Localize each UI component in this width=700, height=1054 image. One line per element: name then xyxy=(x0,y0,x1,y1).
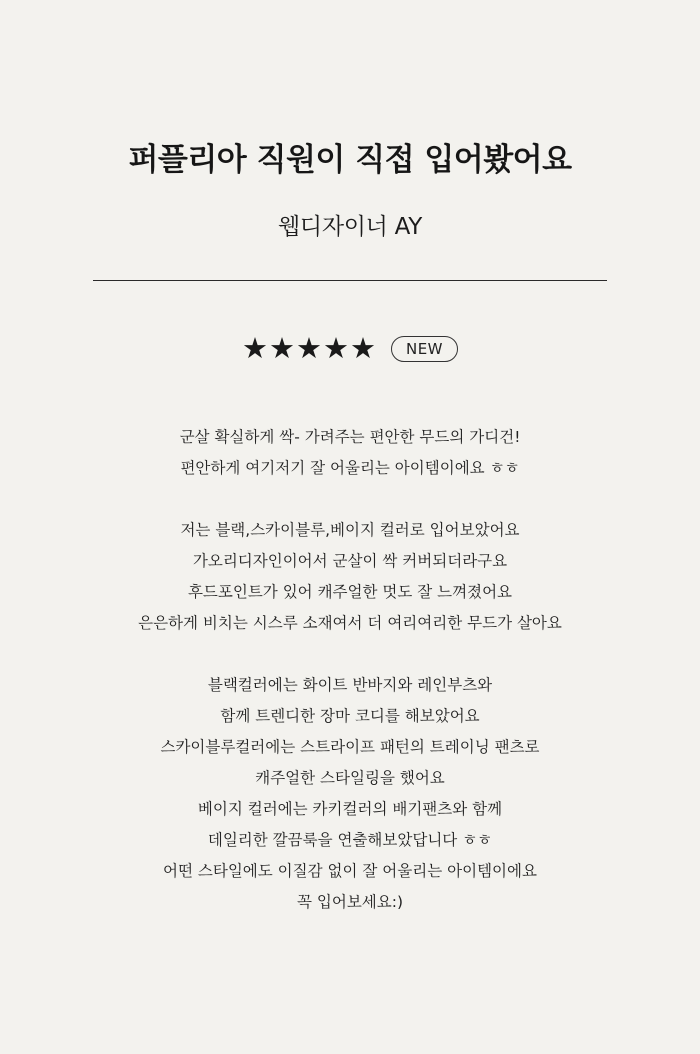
rating-row xyxy=(0,331,700,365)
text-line: 은은하게 비치는 시스루 소재여서 더 여리여리한 무드가 살아요 xyxy=(138,614,562,632)
text-line: 스카이블루컬러에는 스트라이프 패턴의 트레이닝 팬츠로 xyxy=(160,738,540,756)
text-line: 함께 트렌디한 장마 코디를 해보았어요 xyxy=(220,707,480,725)
page-title: 퍼플리아 직원이 직접 입어봤어요 xyxy=(128,142,572,178)
text-line: 블랙컬러에는 화이트 반바지와 레인부츠와 xyxy=(207,676,493,694)
text-line: 가오리디자인이어서 군살이 싹 커버되더라구요 xyxy=(192,552,508,570)
text-line: 꼭 입어보세요:) xyxy=(296,893,404,911)
divider xyxy=(93,280,607,281)
paragraph-1 xyxy=(0,422,700,484)
text-line: 후드포인트가 있어 캐주얼한 멋도 잘 느껴졌어요 xyxy=(187,583,513,601)
star-rating-icon: ★★★★★ xyxy=(241,331,377,365)
review-body xyxy=(0,422,700,949)
paragraph-2 xyxy=(0,515,700,639)
text-line: 베이지 컬러에는 카키컬러의 배기팬츠와 함께 xyxy=(197,800,503,818)
text-line: 캐주얼한 스타일링을 했어요 xyxy=(255,769,445,787)
text-line: 데일리한 깔끔룩을 연출해보았답니다 ㅎㅎ xyxy=(207,831,493,849)
text-line: 어떤 스타일에도 이질감 없이 잘 어울리는 아이템이에요 xyxy=(163,862,537,880)
paragraph-3 xyxy=(0,670,700,918)
text-line: 편안하게 여기저기 잘 어울리는 아이템이에요 ㅎㅎ xyxy=(180,459,520,477)
text-line: 군살 확실하게 싹- 가려주는 편안한 무드의 가디건! xyxy=(179,428,521,446)
text-line: 저는 블랙,스카이블루,베이지 컬러로 입어보았어요 xyxy=(180,521,520,539)
reviewer-name: 웹디자이너 AY xyxy=(278,214,422,240)
new-badge: NEW xyxy=(391,336,458,362)
